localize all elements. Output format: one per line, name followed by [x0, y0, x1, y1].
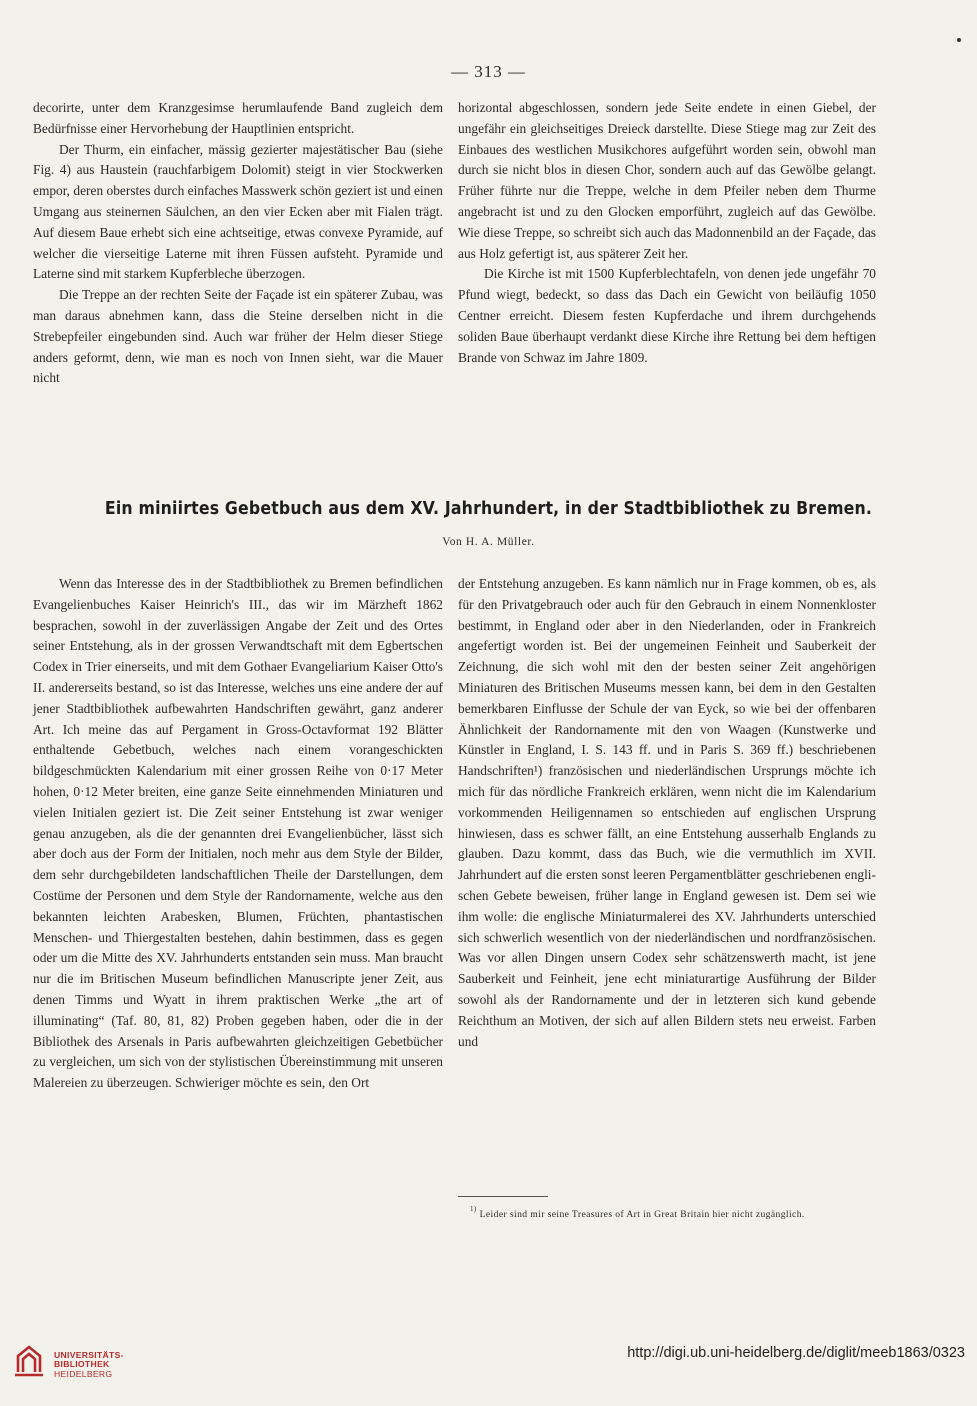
footnote-rule [458, 1196, 548, 1197]
article-title: Ein miniirtes Gebetbuch aus dem XV. Jahrhundert, in der Stadtbibliothek zu Bremen. [104, 499, 873, 519]
top-left-column [33, 98, 443, 389]
paragraph: Die Kirche ist mit 1500 Kupferblechtafeln, von denen jede ungefähr 70 Pfund wiegt, bedeckt, so dass das Dach ein Gewicht von beiläufig 1050 Centner erreicht. Diesem festen Kupferdache und ihrem durchgehends soliden Baue überhaupt verdankt diese Kirche ihre Rettung bei dem heftigen Brande von Schwaz im Jahre 1809. [458, 266, 876, 365]
body-left-column [33, 574, 443, 1094]
footnote [458, 1203, 876, 1223]
university-library-logo-icon [12, 1342, 46, 1378]
paragraph: Die Treppe an der rechten Seite der Façade ist ein späterer Zubau, was man daraus abnehmen kann, dass die Steine derselben nicht in die Strebepfeiler eingebunden sind. Auch war früher der Helm dieser Stiege anders geformt, denn, wie man es noch von Innen sieht, war die Mauer nicht [33, 287, 443, 386]
paragraph: horizontal abgeschlossen, sondern jede Seite endete in einen Giebel, der ungefähr ein gleichseitiges Dreieck darstellte. Diese Stiege mag zur Zeit des Einbaues des westlichen Musikchores aufgeführt worden sein, obwohl man durch sie nicht blos in diesen Chor, sondern auch auf das Gewölbe gelangt. Früher führte nur die Treppe, welche in dem Pfeiler neben dem Thurme angebracht ist und zu den Glocken emporführt, zugleich auf das Gewölbe. Wie diese Treppe, so schreibt sich auch das Madonnenbild an der Façade, das aus Holz gefertigt ist, aus späterer Zeit her. [458, 100, 876, 261]
footnote-marker: 1) [470, 1205, 477, 1213]
page-number: — 313 — [451, 62, 526, 81]
page-speck [957, 38, 961, 42]
paragraph: decorirte, unter dem Kranzgesimse herumlaufende Band zugleich dem Bedürfnisse einer Hervorhebung der Hauptlinien entspricht. [33, 100, 443, 136]
footer [0, 1338, 977, 1379]
footnote-text: Leider sind mir seine Treasures of Art in Great Britain hier nicht zugänglich. [479, 1209, 805, 1221]
top-right-column [458, 98, 876, 368]
library-name [54, 1351, 194, 1379]
paragraph: Wenn das Interesse des in der Stadtbibliothek zu Bremen befindlichen Evangelienbuches Kaiser Heinrich's III., das wir im Märzheft 1862 besprachen, sowohl in der zuverlässigen Angabe der Zeit und des Ortes seiner Entstehung, als in der grossen Verwandtschaft mit dem Egbertschen Codex in Trier einerseits, und mit dem Gothaer Evangeliarium Kaiser Otto's II. andererseits bestand, so ist das Interesse, welches uns eine andere der auf jener Stadtbibliothek aufbewahrten Handschriften gewährt, ganz anderer Art. Ich meine das auf Pergament in Gross-Octavformat 192 Blätter enthaltende Gebetbuch, welches nach einem vorangeschickten bildgeschmückten Kalendarium mit einer grossen Reihe von 0·17 Meter hohen, 0·12 Meter breiten, eine ganze Seite einnehmenden Miniaturen und vielen Initialen geziert ist. Die Zeit seiner Entstehung ist zwar weniger genau anzugeben, als die der genannten drei Evangelienbücher, lässt sich aber doch aus der Form der Initialen, noch mehr aus dem Style der Bilder, dem sehr durchgebildeten landschaftlichen Theile der Darstellungen, dem Costüme der Personen und dem Style der Randornamente, welche aus den bekannten leichten Arabesken, Blumen, Früchten, phantastischen Menschen- und Thiergestalten bestehen, dahin bestimmen, dass es gegen oder um die Mitte des XV. Jahrhunderts entstanden sein muss. Man braucht nur die im Britischen Museum befindlichen Manuscripte jener Zeit, aus denen Timms und Wyatt in ihrem praktischen Werke „the art of illuminating“ (Taf. 80, 81, 82) Proben gegeben haben, oder die in der Bibliothek des Arsenals in Paris aufbewahrten gleichzeitigen Gebetbücher zu vergleichen, um sich von der stylistischen Übereinstimmung mit unseren Malereien zu überzeugen. Schwieriger möchte es sein, den Ort [33, 576, 443, 1091]
paragraph: der Entstehung anzugeben. Es kann nämlich nur in Frage kommen, ob es, als für den Privatgebrauch oder auch für den Gebrauch in einem Nonnenkloster bestimmt, in England oder aber in den Niederlanden, oder in Frankreich angefertigt worden ist. Bei der ungemeinen Feinheit und Sauberkeit der Zeichnung, die sich wohl mit den der besten seiner Zeit angehörigen Miniaturen des Britischen Museums messen kann, bei dem in den Gestalten bemerkbaren Einflusse der Schule der van Eyck, so wie bei der offenbaren Ähnlichkeit der Randornamente mit den von Waagen (Kunstwerke und Künstler in England, I. S. 143 ff. und in Paris S. 369 ff.) beschriebenen Handschriften¹) französischen und niederländischen Ursprungs möchte ich mich für das nördliche Frankreich erklären, wenn nicht die im Kalendarium vorkommenden Heiligennamen so entschieden auf englischen Ursprung hinwiesen, dass es schwer fällt, an eine Entstehung ausserhalb Englands zu glauben. Dazu kommt, dass das Buch, wie die vermuthlich im XVII. Jahrhundert auf die ersten sonst leeren Pergamentblätter geschriebenen englischen Gebete beweisen, früher lange in England gewesen ist. Dem sei wie ihm wolle: die englische Miniaturmalerei des XV. Jahrhunderts unterschied sich schwerlich wesentlich von der niederländischen und nordfranzösischen. Was vor allen Dingen unsern Codex sehr schätzenswerth macht, ist jene Sauberkeit und Feinheit, jene echt miniaturartige Ausführung der Bilder sowohl als der Randornamente und der in letzteren sich kund gebende Reichthum an Motiven, der sich auf allen Bildern stets neu erweist. Farben und [458, 576, 876, 1049]
library-name-line: BIBLIOTHEK [54, 1359, 110, 1370]
library-name-line: UNIVERSITÄTS- [54, 1350, 124, 1360]
article-author: Von H. A. Müller. [442, 536, 535, 548]
source-url-link[interactable]: http://digi.ub.uni-heidelberg.de/diglit/meeb1863/0323 [627, 1345, 965, 1361]
paragraph: Der Thurm, ein einfacher, mässig gezierter majestätischer Bau (siehe Fig. 4) aus Haustein (rauchfarbigem Dolomit) steigt in vier Stockwerken empor, deren oberstes durch einfaches Masswerk schön geziert ist und einen Umgang aus steinernen Säulchen, an den vier Ecken aber mit Fialen trägt. Auf diesem Baue erhebt sich eine achtseitige, etwas convexe Pyramide, auf welcher die vierseitige Laterne mit ihren Füssen aufsteht. Pyramide und Laterne sind mit starkem Kupferbleche überzogen. [33, 141, 443, 282]
body-right-column [458, 574, 876, 1052]
library-name-line: HEIDELBERG [54, 1368, 113, 1379]
